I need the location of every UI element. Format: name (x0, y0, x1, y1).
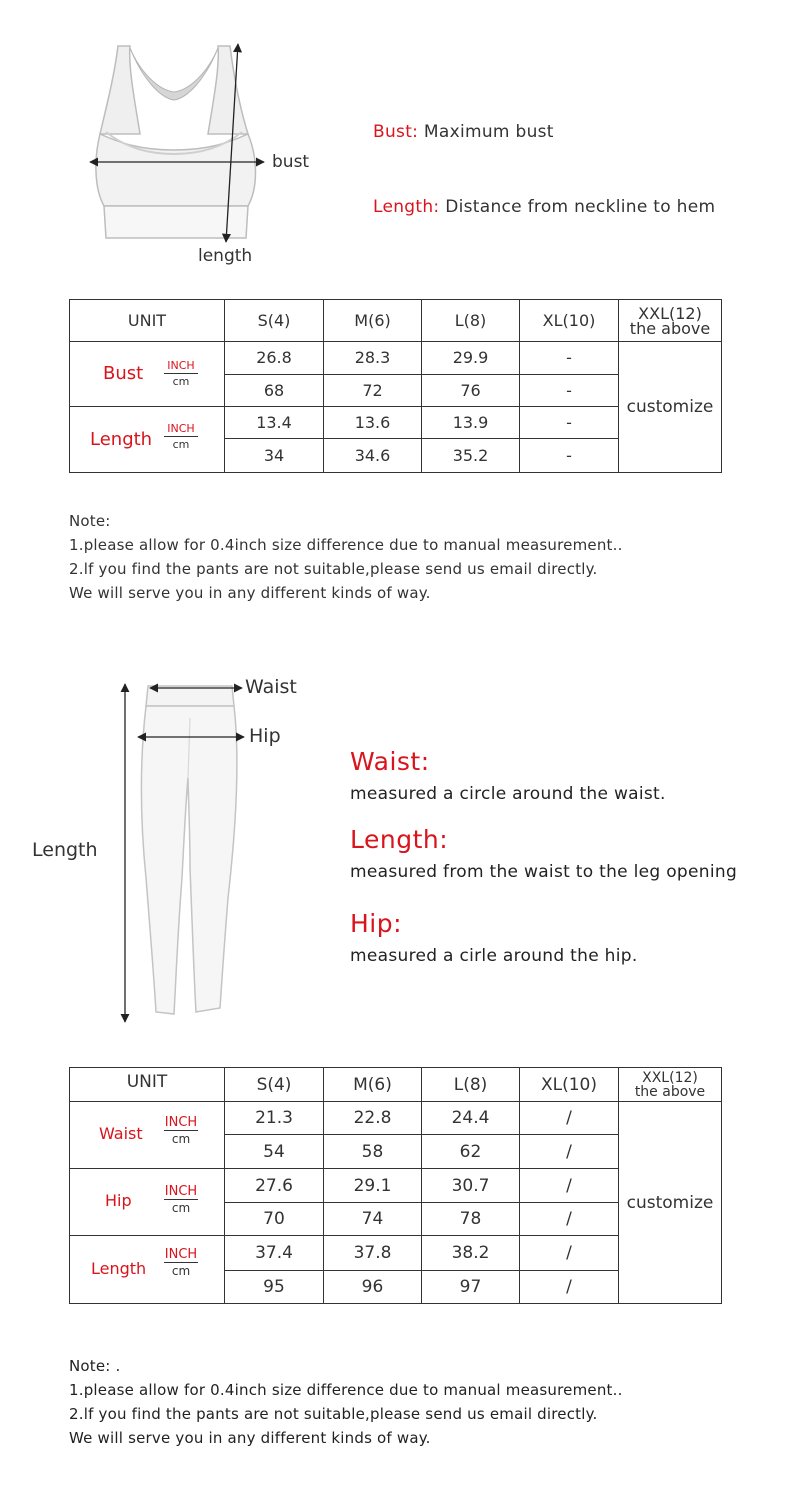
table-cell: 21.3 (225, 1102, 324, 1135)
table-cell: 78 (422, 1203, 520, 1236)
table-cell: 13.4 (225, 407, 324, 439)
unit-inch: INCH (164, 1247, 198, 1262)
size-header-xl: XL(10) (520, 300, 619, 342)
table-cell: / (520, 1236, 619, 1271)
waist-definition-term: Waist: (350, 747, 430, 776)
table-cell: 27.6 (225, 1169, 324, 1203)
size-header-l: L(8) (422, 1068, 520, 1102)
unit-inch: INCH (164, 1184, 198, 1199)
unit-inch: INCH (164, 1115, 198, 1130)
unit-inch: INCH (164, 422, 198, 437)
unit-header: UNIT (70, 300, 225, 342)
size-header-xxl (619, 300, 722, 342)
table-cell: 29.9 (422, 342, 520, 375)
measure-name: Bust (103, 363, 144, 384)
customize-cell: customize (619, 1102, 722, 1304)
size-header-xxl-line2: the above (634, 1083, 706, 1100)
size-header-xl: XL(10) (520, 1068, 619, 1102)
size-header-m: M(6) (324, 300, 422, 342)
table-cell: 70 (225, 1203, 324, 1236)
measure-label-bust (70, 342, 225, 407)
note-line: We will serve you in any different kinds of way. (69, 1429, 431, 1447)
table-cell: 22.8 (324, 1102, 422, 1135)
table-cell: 30.7 (422, 1169, 520, 1203)
table-cell: 13.9 (422, 407, 520, 439)
table-cell: - (520, 374, 619, 407)
unit-cm: cm (171, 1264, 191, 1278)
table-cell: / (520, 1135, 619, 1169)
table-cell: 72 (324, 374, 422, 407)
note-line: 1.please allow for 0.4inch size difference due to manual measurement.. (69, 536, 623, 554)
table-cell: 74 (324, 1203, 422, 1236)
unit-cm: cm (172, 375, 190, 388)
note-line: We will serve you in any different kinds of way. (69, 584, 431, 602)
length-definition-term: Length: (350, 825, 449, 854)
bra-notes (69, 509, 623, 605)
table-cell: - (520, 439, 619, 473)
hip-definition-text: measured a cirle around the hip. (350, 946, 638, 966)
size-header-xxl (619, 1068, 722, 1102)
pants-size-table (69, 1067, 722, 1304)
size-header-xxl-line1: XXL(12) (642, 1069, 698, 1086)
table-cell: 37.8 (324, 1236, 422, 1271)
table-cell: 35.2 (422, 439, 520, 473)
table-cell: - (520, 407, 619, 439)
size-header-xxl-line1: XXL(12) (638, 303, 702, 323)
table-cell: 24.4 (422, 1102, 520, 1135)
bust-definition (373, 122, 554, 142)
unit-cm: cm (172, 437, 190, 451)
length-illustration-label: length (198, 246, 253, 266)
hip-illustration-label: Hip (249, 725, 281, 747)
measure-label-length (70, 1236, 225, 1304)
length-definition-text: Distance from neckline to hem (445, 197, 716, 217)
measure-label-hip (70, 1169, 225, 1236)
unit-header: UNIT (70, 1068, 225, 1102)
note-heading: Note: (69, 512, 111, 530)
table-cell: 34.6 (324, 439, 422, 473)
length-definition-term: Length: (373, 197, 440, 217)
hip-definition-term: Hip: (350, 909, 403, 938)
table-cell: 54 (225, 1135, 324, 1169)
leggings-illustration (110, 678, 250, 1028)
size-header-s: S(4) (225, 300, 324, 342)
table-cell: 96 (324, 1270, 422, 1304)
bust-illustration-label: bust (272, 152, 310, 172)
table-cell: 34 (225, 439, 324, 473)
table-cell: 58 (324, 1135, 422, 1169)
unit-cm: cm (171, 1132, 191, 1146)
measure-name: Waist (99, 1124, 143, 1143)
unit-inch: INCH (164, 359, 198, 374)
waist-definition-text: measured a circle around the waist. (350, 784, 666, 804)
table-cell: 37.4 (225, 1236, 324, 1271)
length-definition-text: measured from the waist to the leg opening (350, 862, 738, 882)
table-cell: 38.2 (422, 1236, 520, 1271)
size-header-s: S(4) (225, 1068, 324, 1102)
note-heading: Note: . (69, 1357, 121, 1375)
measure-label-waist (70, 1102, 225, 1169)
size-header-l: L(8) (422, 300, 520, 342)
customize-cell: customize (619, 342, 722, 473)
sports-bra-illustration (80, 38, 280, 248)
length-illustration-label: Length (32, 839, 98, 861)
length-definition (373, 197, 715, 217)
note-line: 2.lf you find the pants are not suitable,please send us email directly. (69, 560, 598, 578)
bust-definition-text: Maximum bust (423, 122, 554, 142)
table-cell: 29.1 (324, 1169, 422, 1203)
measure-name: Length (90, 428, 153, 450)
table-cell: 62 (422, 1135, 520, 1169)
note-line: 2.lf you find the pants are not suitable,please send us email directly. (69, 1405, 598, 1423)
bra-size-table (69, 299, 722, 473)
unit-cm: cm (171, 1201, 191, 1215)
table-cell: / (520, 1203, 619, 1236)
waist-illustration-label: Waist (245, 676, 297, 698)
table-cell: 28.3 (324, 342, 422, 375)
bust-definition-term: Bust: (373, 122, 419, 142)
measure-name: Length (91, 1259, 147, 1278)
size-header-m: M(6) (324, 1068, 422, 1102)
table-cell: / (520, 1169, 619, 1203)
table-cell: 26.8 (225, 342, 324, 375)
size-header-xxl-line2: the above (629, 318, 711, 338)
table-cell: 95 (225, 1270, 324, 1304)
table-cell: - (520, 342, 619, 375)
table-cell: 97 (422, 1270, 520, 1304)
measure-name: Hip (105, 1191, 132, 1210)
table-cell: / (520, 1270, 619, 1304)
measure-label-length (70, 407, 225, 473)
table-cell: / (520, 1102, 619, 1135)
note-line: 1.please allow for 0.4inch size difference due to manual measurement.. (69, 1381, 623, 1399)
table-cell: 68 (225, 374, 324, 407)
table-cell: 13.6 (324, 407, 422, 439)
table-cell: 76 (422, 374, 520, 407)
pants-notes (69, 1354, 623, 1450)
